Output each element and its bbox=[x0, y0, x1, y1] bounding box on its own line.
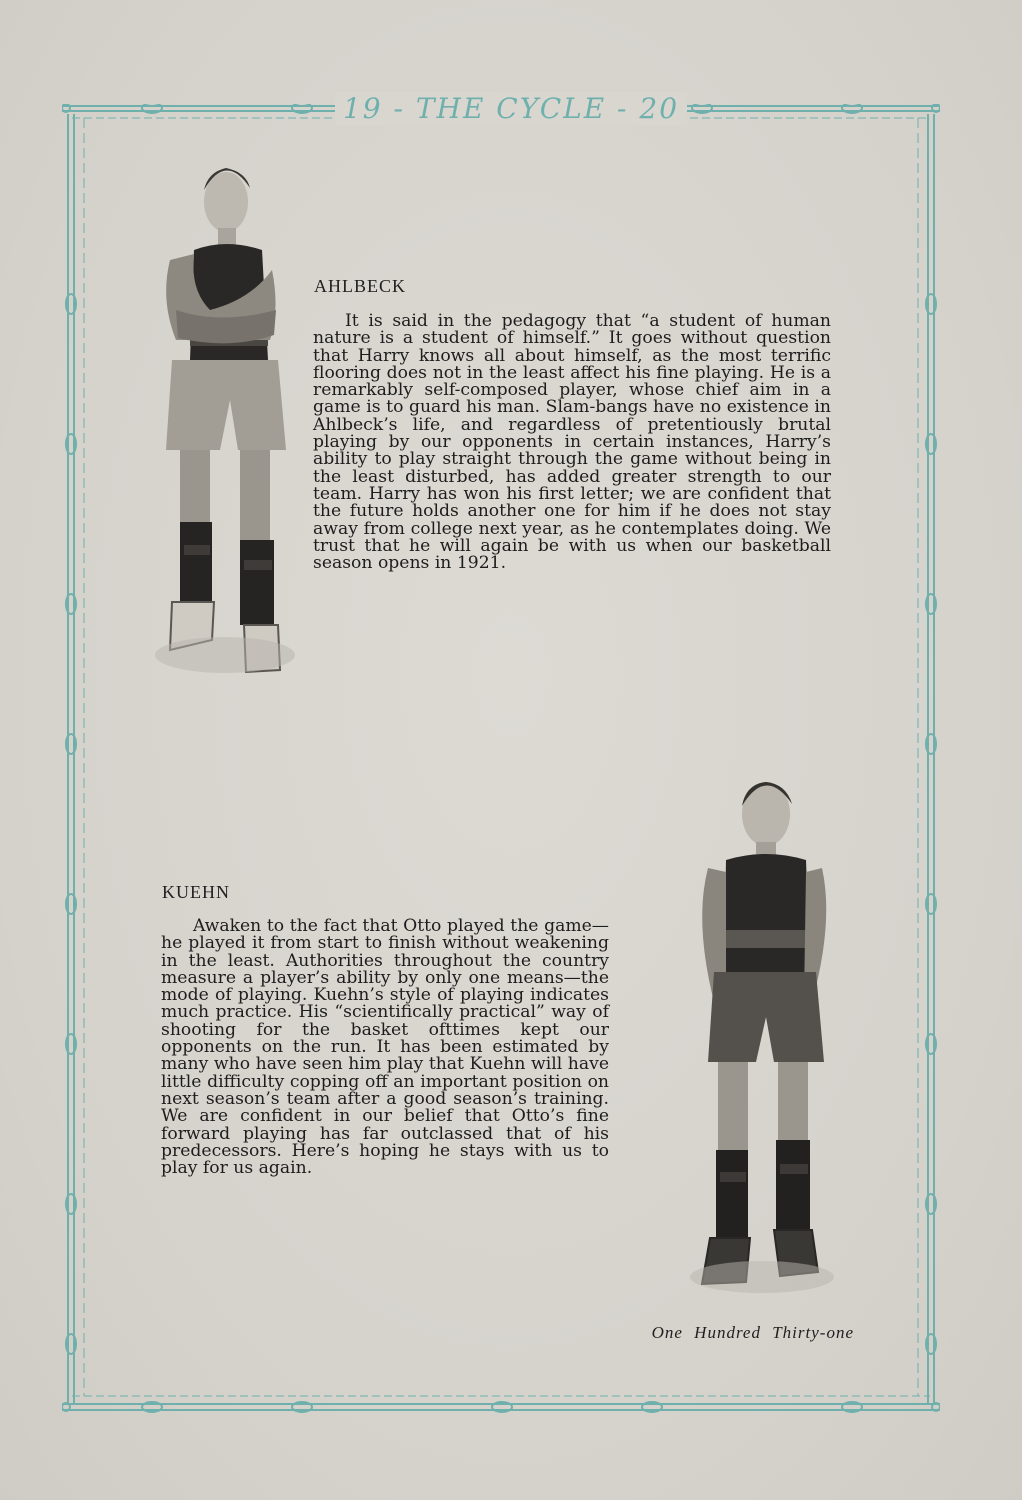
header-title: 19 - THE CYCLE - 20 bbox=[335, 92, 687, 125]
player-photo-kuehn bbox=[680, 772, 840, 1297]
player-bio-ahlbeck: It is said in the pedagogy that “a student of human nature is a student of himself.” It goes without question that Harry knows all about himself, as the most terrific flooring does not in the least affect his fine playing. He is a remarkably self-composed player, whose chief aim in a game is to guard his man. Slam-bangs have no existence in Ahlbeck’s life, and regardless of pretentiously brutal playing by our opponents in certain instances, Harry’s ability to play straight through the game without being in the least disturbed, has added greater strength to our team. Harry has won his first letter; we are confident that the future holds another one for him if he does not stay away from college next year, as he contemplates doing. We trust that he will again be with us when our basketball season opens in 1921. bbox=[313, 311, 831, 574]
player-name-kuehn: KUEHN bbox=[162, 882, 230, 902]
page-number: One Hundred Thirty-one bbox=[651, 1323, 854, 1342]
player-photo-ahlbeck bbox=[150, 150, 300, 680]
page-header bbox=[0, 92, 1022, 125]
player-name-ahlbeck: AHLBECK bbox=[314, 276, 406, 296]
player-bio-kuehn: Awaken to the fact that Otto played the game—he played it from start to finish without weakening in the least. Authorities throughout the country measure a player’s ability by only one means—the mode of playing. Kuehn’s style of playing indicates much practice. His “scientifically practical” way of shooting for the basket ofttimes kept our opponents on the run. It has been estimated by many who have seen him play that Kuehn will have little difficulty copping off an important position on next season’s team after a good season’s training. We are confident in our belief that Otto’s fine forward playing has far outclassed that of his predecessors. Here’s hoping he stays with us to play for us again. bbox=[161, 916, 609, 1179]
